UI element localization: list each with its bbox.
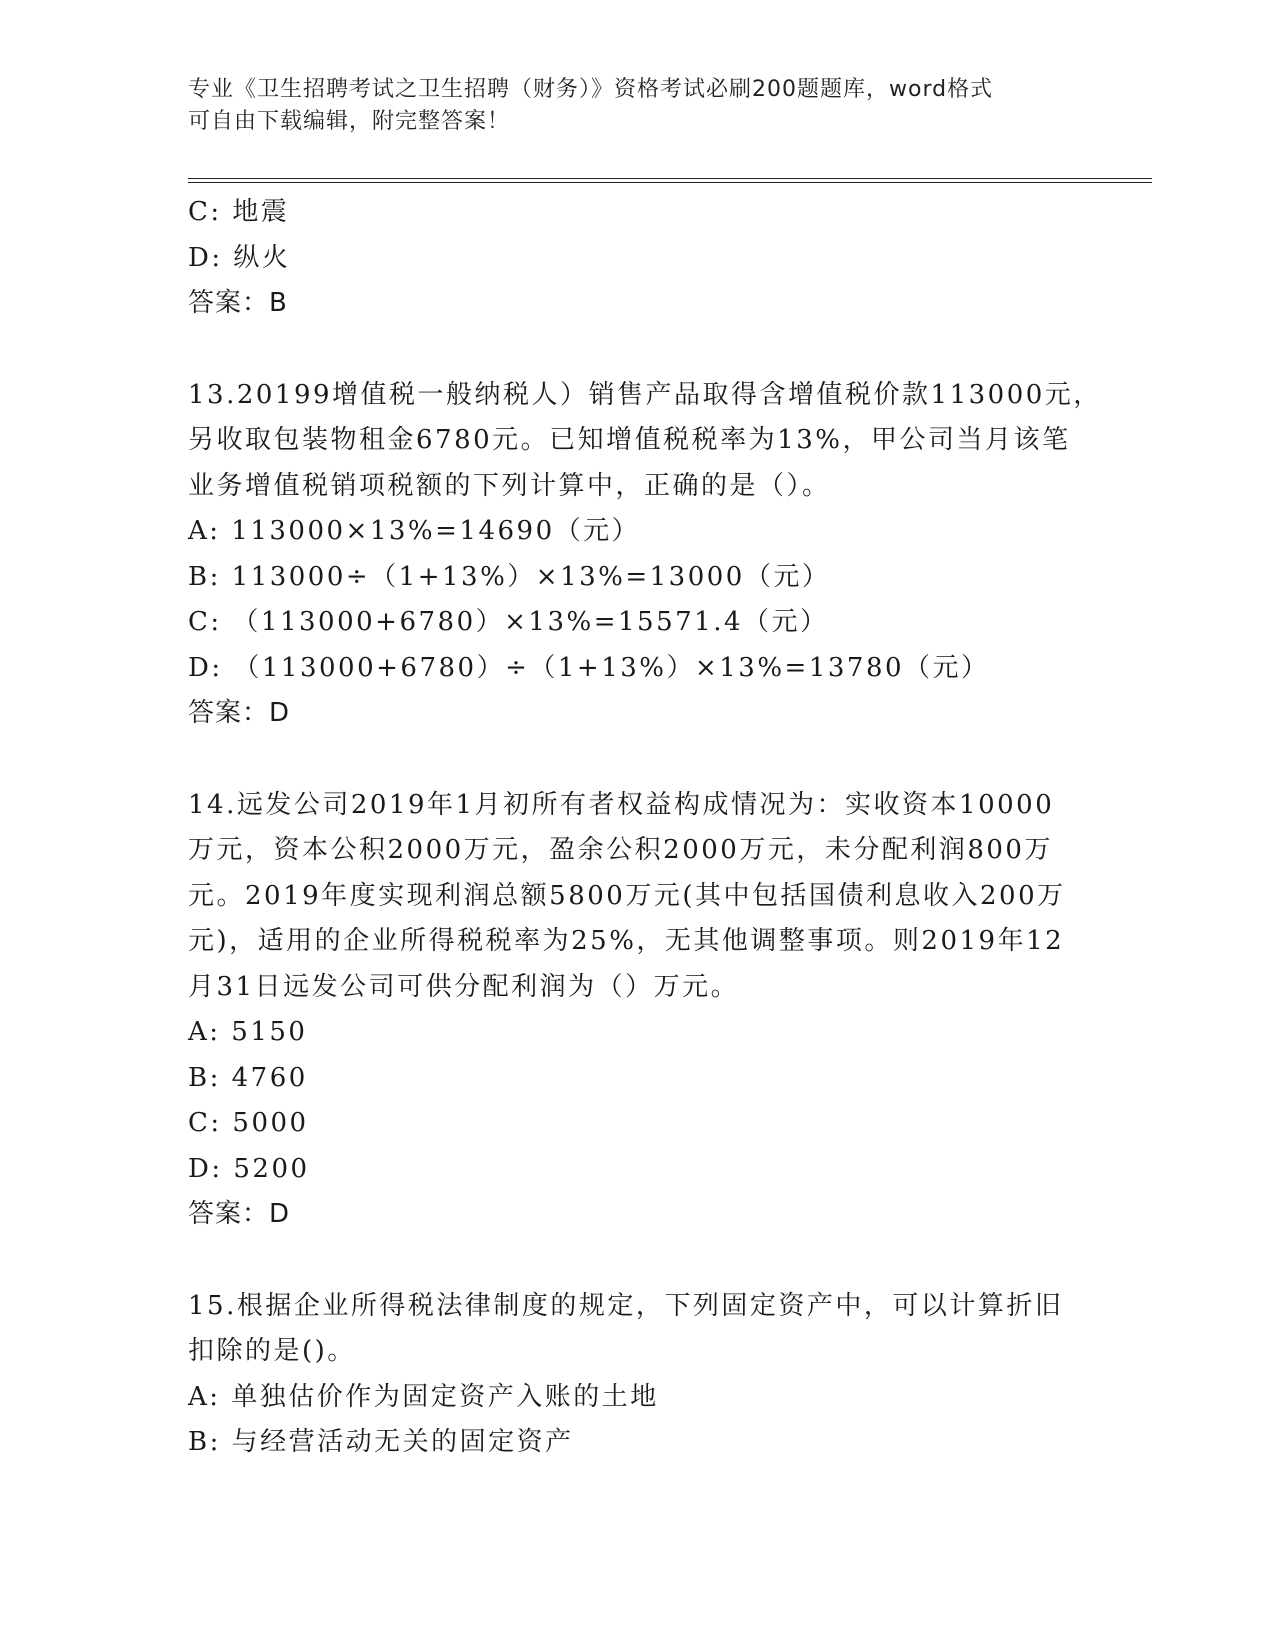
question-stem-line: 元)，适用的企业所得税税率为25%，无其他调整事项。则2019年12 (188, 926, 1065, 956)
option-c: C: 5000 (188, 1108, 309, 1138)
question-stem-line: 14.远发公司2019年1月初所有者权益构成情况为：实收资本10000 (188, 789, 1055, 820)
question-stem-line: 15.根据企业所得税法律制度的规定，下列固定资产中，可以计算折旧 (188, 1290, 1064, 1321)
question-stem-line: 元。2019年度实现利润总额5800万元(其中包括国债利息收入200万 (188, 880, 1066, 911)
option-a: A: 113000×13%=14690（元） (188, 516, 641, 546)
answer-line: 答案：D (188, 698, 291, 728)
question-stem-line: 另收取包装物租金6780元。已知增值税税率为13%，甲公司当月该笔 (188, 425, 1071, 455)
header-title-line-2: 可自由下载编辑，附完整答案！ (188, 109, 511, 134)
question-stem-line: 13.20199增值税一般纳税人）销售产品取得含增值税价款113000元， (188, 379, 1102, 410)
question-stem-line: 月31日远发公司可供分配利润为（）万元。 (188, 971, 740, 1002)
option-c: C: （113000+6780）×13%=15571.4（元） (188, 607, 829, 637)
question-15 (188, 1284, 1088, 1466)
spacer (188, 1238, 1088, 1284)
option-b: B: 与经营活动无关的固定资产 (188, 1427, 574, 1457)
question-stem-line: 业务增值税销项税额的下列计算中，正确的是（）。 (188, 470, 831, 501)
answer-line: 答案：D (188, 1199, 291, 1229)
option-d: D: 5200 (188, 1153, 310, 1184)
document-header (188, 74, 1068, 138)
answer-line: 答案：B (188, 288, 288, 318)
option-d: D: （113000+6780）÷（1+13%）×13%=13780（元） (188, 652, 990, 683)
header-title-line-1: 专业《卫生招聘考试之卫生招聘（财务）》资格考试必刷200题题库，word格式 (188, 77, 994, 102)
option-a: A: 5150 (188, 1017, 308, 1047)
spacer (188, 737, 1088, 783)
previous-question-tail (188, 190, 1088, 327)
spacer (188, 327, 1088, 373)
option-c: C: 地震 (188, 197, 290, 227)
option-b: B: 4760 (188, 1062, 308, 1093)
question-stem-line: 万元，资本公积2000万元，盈余公积2000万元，未分配利润800万 (188, 835, 1053, 865)
question-14 (188, 783, 1088, 1238)
option-a: A: 单独估价作为固定资产入账的土地 (188, 1381, 659, 1412)
question-stem-line: 扣除的是()。 (188, 1336, 356, 1366)
option-b: B: 113000÷（1+13%）×13%=13000（元） (188, 561, 831, 592)
option-d: D: 纵火 (188, 242, 291, 273)
header-divider-bottom (188, 182, 1152, 183)
header-divider-top (188, 178, 1152, 179)
question-13 (188, 373, 1102, 737)
question-content (188, 190, 1102, 1466)
